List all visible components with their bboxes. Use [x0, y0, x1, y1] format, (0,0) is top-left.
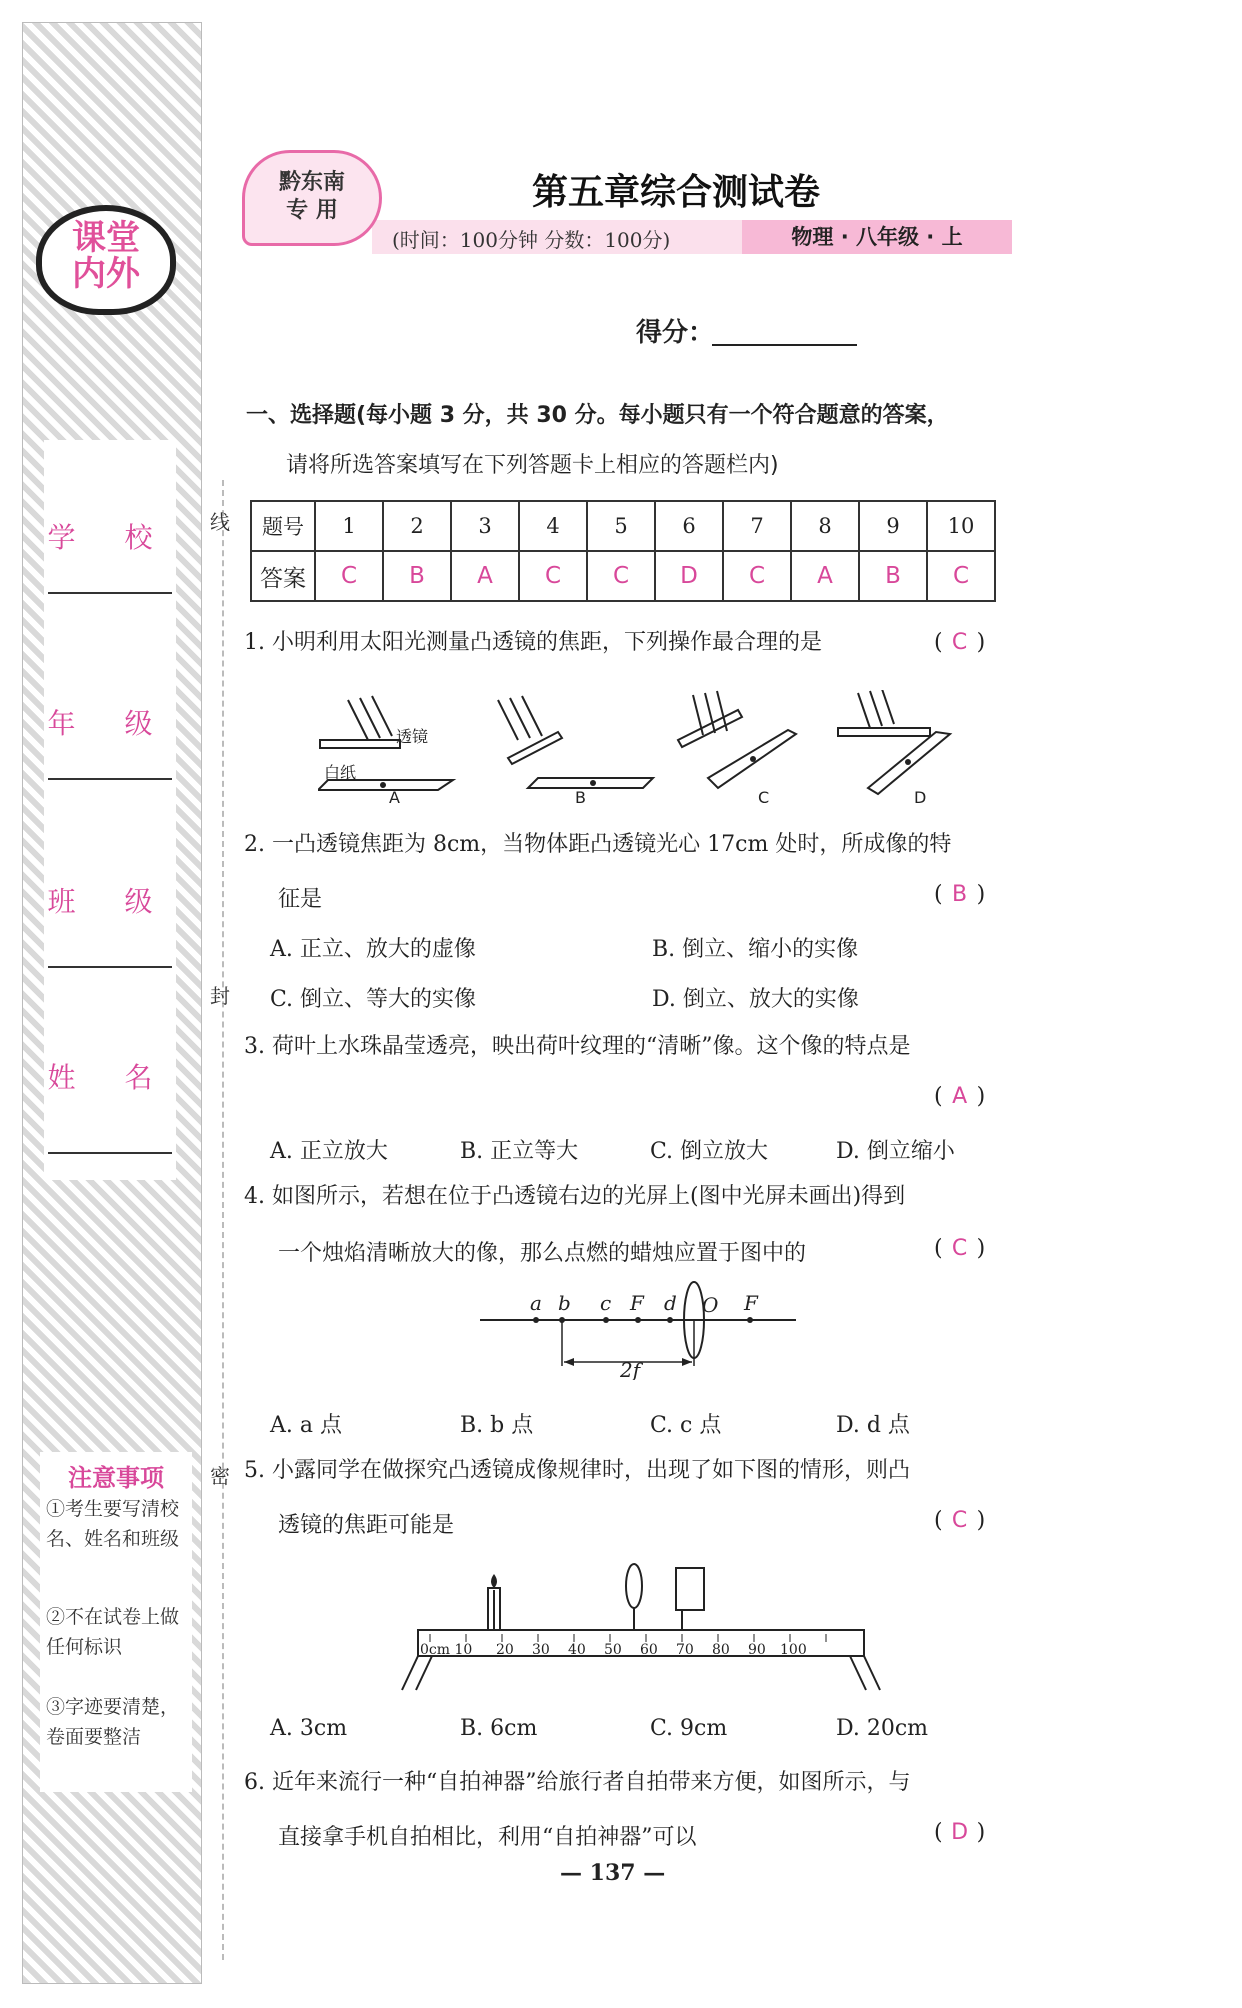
question-4-line2: 一个烛焰清晰放大的像，那么点燃的蜡烛应置于图中的 — [278, 1241, 807, 1266]
answer-mark-6: ( D ) — [934, 1820, 986, 1845]
optical-center: O — [702, 1293, 719, 1317]
section-instruction: 请将所选答案填写在下列答题卡上相应的答题栏内) — [286, 453, 779, 478]
question-5-line1: 5. 小露同学在做探究凸透镜成像规律时，出现了如下图的情形，则凸 — [244, 1458, 910, 1483]
field-name-label: 姓 名 — [47, 1061, 173, 1094]
binding-line — [222, 480, 224, 1960]
ruler-tick: 50 — [604, 1642, 622, 1658]
option-a[interactable]: A. 正立、放大的虚像 — [270, 937, 476, 962]
region-badge: 黔东南 专 用 — [242, 150, 382, 246]
option-c[interactable]: C. c 点 — [650, 1413, 722, 1438]
answer-mark-1: ( C ) — [934, 630, 986, 655]
margin-mark-mi: 密 — [210, 1464, 230, 1488]
fig-paper-label: 白纸 — [324, 763, 357, 782]
optical-bench-figure — [398, 1560, 888, 1700]
question-3: 3. 荷叶上水珠晶莹透亮，映出荷叶纹理的“清晰”像。这个像的特点是 — [244, 1034, 911, 1059]
table-answer-label: 答案 — [251, 551, 315, 601]
field-class-line[interactable] — [48, 966, 172, 968]
fig-option-b: B — [575, 788, 586, 807]
field-school-line[interactable] — [48, 592, 172, 594]
option-b[interactable]: B. 6cm — [460, 1716, 538, 1741]
question-1: 1. 小明利用太阳光测量凸透镜的焦距，下列操作最合理的是 — [244, 630, 822, 655]
ruler-tick: 70 — [676, 1642, 694, 1658]
answer-cell[interactable]: C — [587, 551, 655, 601]
field-class-label: 班 级 — [47, 885, 173, 918]
option-b[interactable]: B. 正立等大 — [460, 1139, 579, 1164]
answer-cell[interactable]: A — [791, 551, 859, 601]
table-cell: 2 — [383, 501, 451, 551]
option-c[interactable]: C. 倒立、等大的实像 — [270, 987, 477, 1012]
answer-cell[interactable]: B — [859, 551, 927, 601]
table-cell: 5 — [587, 501, 655, 551]
question-6-line2: 直接拿手机自拍相比，利用“自拍神器”可以 — [278, 1825, 697, 1850]
answer-mark-4: ( C ) — [934, 1236, 986, 1261]
note-item: ①考生要写清校名、姓名和班级 — [46, 1498, 180, 1550]
answer-cell[interactable]: B — [383, 551, 451, 601]
option-d[interactable]: D. d 点 — [836, 1413, 910, 1438]
answer-value: B — [952, 882, 968, 907]
ruler-tick: 0cm 10 — [420, 1642, 473, 1658]
option-c[interactable]: C. 倒立放大 — [650, 1139, 769, 1164]
answer-cell[interactable]: C — [315, 551, 383, 601]
answer-mark-5: ( C ) — [934, 1508, 986, 1533]
answer-value: D — [951, 1820, 969, 1845]
exam-meta: (时间：100分钟 分数：100分) — [392, 228, 671, 252]
answer-table — [250, 500, 996, 602]
table-cell: 6 — [655, 501, 723, 551]
point-c: c — [600, 1291, 612, 1315]
span-label: 2f — [620, 1358, 641, 1380]
field-school-label: 学 校 — [47, 521, 173, 554]
question-6-line1: 6. 近年来流行一种“自拍神器”给旅行者自拍带来方便，如图所示，与 — [244, 1770, 911, 1795]
table-header-label: 题号 — [251, 501, 315, 551]
ruler-tick: 40 — [568, 1642, 586, 1658]
focus-right: F — [744, 1291, 758, 1315]
margin-mark-feng: 封 — [210, 984, 230, 1008]
ruler-tick: 20 — [496, 1642, 514, 1658]
option-d[interactable]: D. 20cm — [836, 1716, 929, 1741]
section-heading: 一、选择题(每小题 3 分，共 30 分。每小题只有一个符合题意的答案， — [246, 403, 949, 428]
answer-value: C — [951, 1508, 968, 1533]
field-grade-line[interactable] — [48, 778, 172, 780]
answer-mark-3: ( A ) — [934, 1084, 986, 1109]
ruler-tick: 80 — [712, 1642, 730, 1658]
subject-tag: 物理 · 八年级 · 上 — [742, 220, 1012, 254]
lens-paper-figure — [318, 690, 998, 810]
note-item: ③字迹要清楚，卷面要整洁 — [46, 1696, 180, 1748]
option-a[interactable]: A. 3cm — [270, 1716, 348, 1741]
answer-cell[interactable]: A — [451, 551, 519, 601]
answer-cell[interactable]: C — [927, 551, 995, 601]
question-5-line2: 透镜的焦距可能是 — [278, 1513, 455, 1538]
table-cell: 3 — [451, 501, 519, 551]
fig-option-d: D — [914, 788, 927, 807]
page-title: 第五章综合测试卷 — [532, 172, 821, 213]
ruler-tick: 100 — [780, 1642, 807, 1658]
field-grade-label: 年 级 — [47, 707, 173, 740]
table-cell: 8 — [791, 501, 859, 551]
question-2-line2: 征是 — [278, 887, 323, 912]
brand-logo: 课堂 内外 — [36, 205, 176, 315]
answer-cell[interactable]: D — [655, 551, 723, 601]
table-cell: 1 — [315, 501, 383, 551]
answer-value: C — [951, 630, 968, 655]
point-a: a — [530, 1291, 542, 1315]
fig-option-a: A — [389, 788, 400, 807]
answer-value: A — [952, 1084, 968, 1109]
option-c[interactable]: C. 9cm — [650, 1716, 728, 1741]
option-b[interactable]: B. 倒立、缩小的实像 — [652, 937, 859, 962]
answer-mark-2: ( B ) — [934, 882, 986, 907]
table-cell: 4 — [519, 501, 587, 551]
question-2-line1: 2. 一凸透镜焦距为 8cm，当物体距凸透镜光心 17cm 处时，所成像的特 — [244, 832, 952, 857]
notes-box — [40, 1452, 192, 1792]
table-cell: 9 — [859, 501, 927, 551]
exam-header — [242, 150, 1012, 260]
ruler-tick: 60 — [640, 1642, 658, 1658]
point-b: b — [558, 1291, 571, 1315]
option-d[interactable]: D. 倒立、放大的实像 — [652, 987, 859, 1012]
fig-option-c: C — [758, 788, 770, 807]
point-d: d — [664, 1291, 677, 1315]
ruler-tick: 90 — [748, 1642, 766, 1658]
option-a[interactable]: A. 正立放大 — [270, 1139, 388, 1164]
answer-value: C — [951, 1236, 968, 1261]
option-d[interactable]: D. 倒立缩小 — [836, 1139, 955, 1164]
note-item: ②不在试卷上做任何标识 — [46, 1606, 180, 1658]
focus-left: F — [630, 1291, 644, 1315]
notes-title: 注意事项 — [68, 1464, 164, 1492]
ruler-tick: 30 — [532, 1642, 550, 1658]
student-info-panel — [44, 440, 176, 1180]
table-cell: 10 — [927, 501, 995, 551]
option-a[interactable]: A. a 点 — [270, 1413, 342, 1438]
optical-axis-figure — [480, 1280, 800, 1380]
answer-cell[interactable]: C — [723, 551, 791, 601]
field-name-line[interactable] — [48, 1152, 172, 1154]
answer-cell[interactable]: C — [519, 551, 587, 601]
margin-mark-xian: 线 — [210, 510, 230, 534]
fig-lens-label: 透镜 — [396, 727, 429, 746]
question-4-line1: 4. 如图所示，若想在位于凸透镜右边的光屏上(图中光屏未画出)得到 — [244, 1184, 906, 1209]
option-b[interactable]: B. b 点 — [460, 1413, 534, 1438]
score-label: 得分： — [636, 318, 715, 348]
table-cell: 7 — [723, 501, 791, 551]
page-number: — 137 — — [560, 1860, 666, 1886]
score-field[interactable] — [712, 344, 857, 346]
